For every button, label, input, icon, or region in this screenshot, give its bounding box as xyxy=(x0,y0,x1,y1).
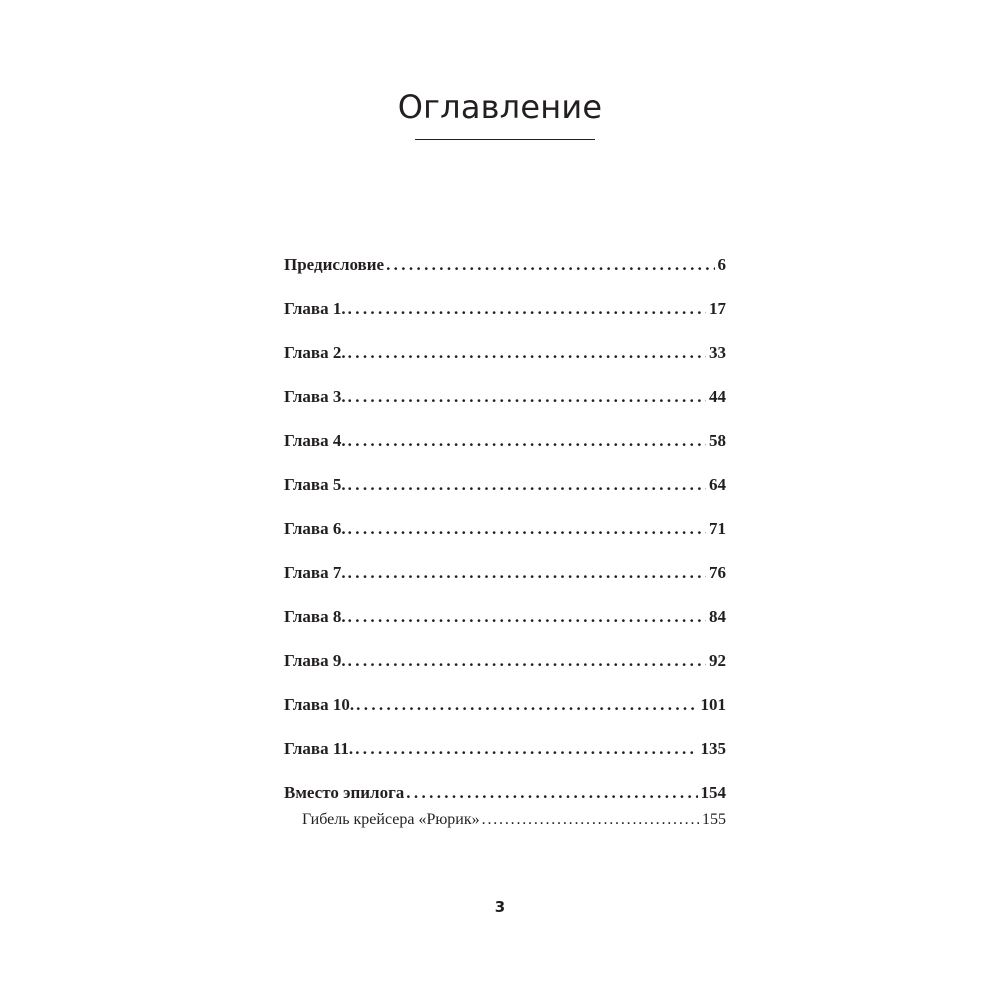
toc-entry-label: Глава 6. xyxy=(284,519,346,538)
toc-entry-label: Глава 1. xyxy=(284,299,346,318)
page-number: 3 xyxy=(494,898,506,916)
toc-entry-page: 154 xyxy=(700,783,726,802)
toc-entry-page: 84 xyxy=(709,607,726,626)
toc-entry-page: 58 xyxy=(709,431,726,450)
toc-entry-page: 92 xyxy=(709,651,726,670)
toc-entry-label: Глава 7. xyxy=(284,563,346,582)
toc-entry-chapter-6[interactable] xyxy=(284,519,726,563)
toc-entry-chapter-7[interactable] xyxy=(284,563,726,607)
dot-leader xyxy=(348,431,706,451)
toc-entry-page: 44 xyxy=(709,387,726,406)
dot-leader xyxy=(348,651,706,671)
dot-leader xyxy=(348,299,706,319)
toc-entry-page: 135 xyxy=(700,739,726,758)
toc-entry-chapter-9[interactable] xyxy=(284,651,726,695)
toc-entry-page: 71 xyxy=(709,519,726,538)
page-title: Оглавление xyxy=(397,88,603,126)
dot-leader xyxy=(406,783,697,803)
toc-entry-chapter-8[interactable] xyxy=(284,607,726,651)
table-of-contents xyxy=(284,255,726,829)
toc-entry-page: 17 xyxy=(709,299,726,318)
toc-entry-page: 101 xyxy=(700,695,726,714)
toc-entry-label: Глава 9. xyxy=(284,651,346,670)
toc-entry-chapter-10[interactable] xyxy=(284,695,726,739)
dot-leader xyxy=(348,607,706,627)
dot-leader xyxy=(482,811,699,829)
dot-leader xyxy=(348,563,706,583)
toc-entry-chapter-1[interactable] xyxy=(284,299,726,343)
toc-entry-label: Глава 10. xyxy=(284,695,355,714)
toc-entry-page: 76 xyxy=(709,563,726,582)
dot-leader xyxy=(355,739,697,759)
dot-leader xyxy=(348,343,706,363)
toc-subentry-label: Гибель крейсера «Рюрик» xyxy=(302,811,480,828)
dot-leader xyxy=(356,695,697,715)
toc-entry-label: Глава 4. xyxy=(284,431,346,450)
toc-subentry-page: 155 xyxy=(702,811,726,828)
toc-entry-chapter-5[interactable] xyxy=(284,475,726,519)
toc-entry-label: Глава 5. xyxy=(284,475,346,494)
dot-leader xyxy=(348,475,706,495)
toc-entry-label: Вместо эпилога xyxy=(284,783,405,802)
dot-leader xyxy=(348,519,706,539)
toc-entry-label: Глава 2. xyxy=(284,343,346,362)
toc-entry-label: Глава 8. xyxy=(284,607,346,626)
toc-subentry-rurik[interactable] xyxy=(302,811,726,829)
dot-leader xyxy=(348,387,706,407)
toc-entry-chapter-3[interactable] xyxy=(284,387,726,431)
toc-entry-page: 33 xyxy=(709,343,726,362)
toc-entry-label: Предисловие xyxy=(284,255,385,274)
toc-entry-label: Глава 3. xyxy=(284,387,346,406)
toc-entry-chapter-11[interactable] xyxy=(284,739,726,783)
toc-entry-page: 6 xyxy=(717,255,726,274)
toc-entry-page: 64 xyxy=(709,475,726,494)
toc-entry-label: Глава 11. xyxy=(284,739,354,758)
toc-entry-chapter-2[interactable] xyxy=(284,343,726,387)
title-underline xyxy=(415,139,595,140)
dot-leader xyxy=(386,255,714,275)
toc-entry-preface[interactable] xyxy=(284,255,726,299)
toc-entry-chapter-4[interactable] xyxy=(284,431,726,475)
